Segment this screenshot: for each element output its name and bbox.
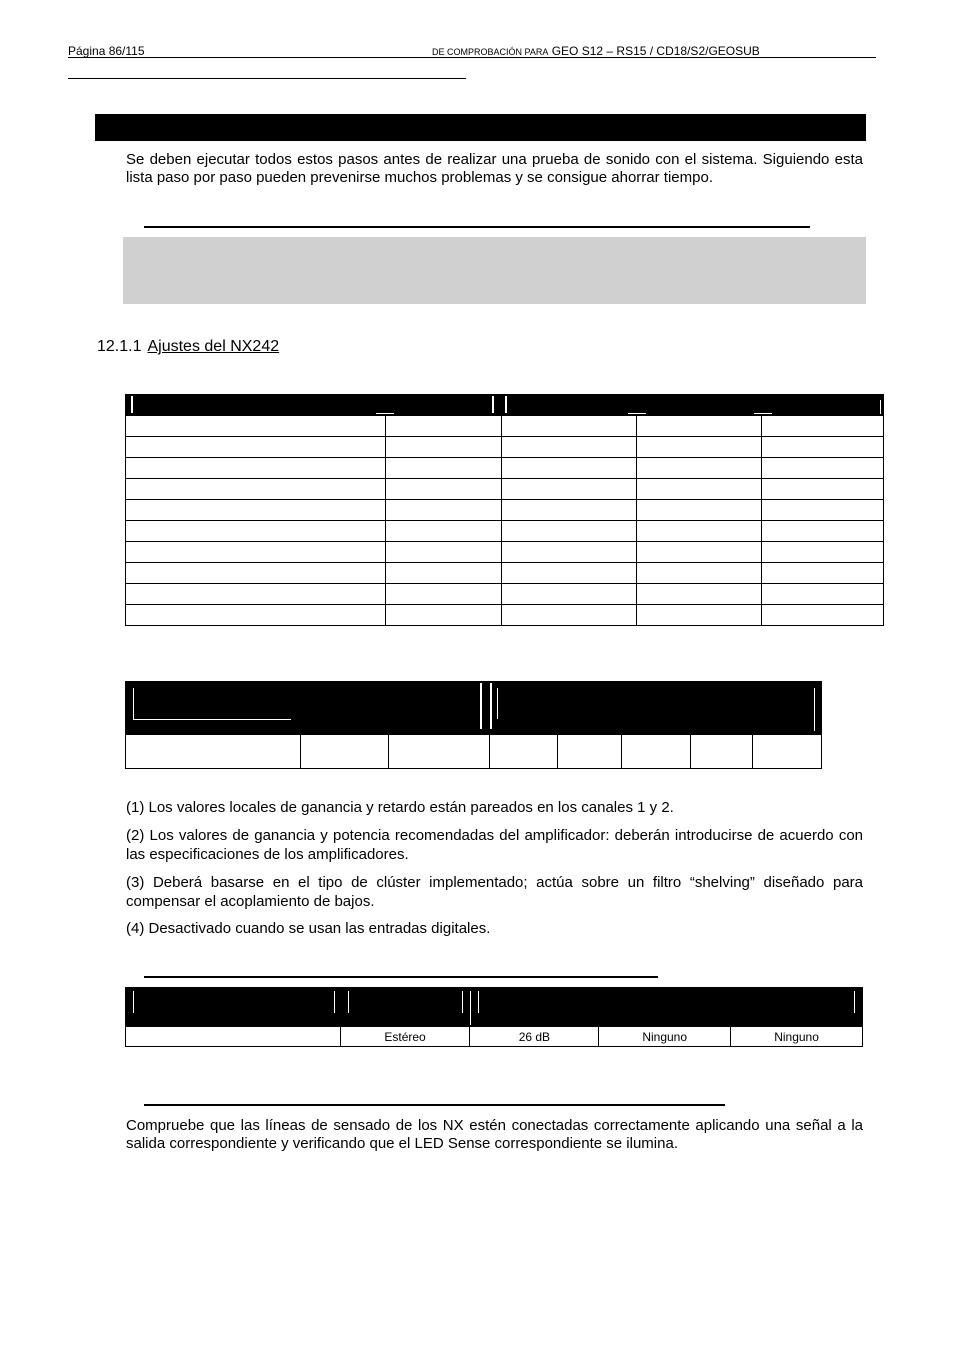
table1-cell	[762, 437, 884, 458]
table1-cell	[637, 605, 762, 626]
table1-cell	[501, 584, 637, 605]
table1-cell	[385, 584, 501, 605]
table3-header-mark	[133, 991, 134, 1013]
table1-header-mark	[505, 396, 507, 413]
document-title-prefix: DE COMPROBACIÓN PARA	[432, 47, 549, 57]
note-2: (2) Los valores de ganancia y potencia recomendadas del amplificador: deberán introducirse de acuerdo con las especificaciones de los amplificadores.	[126, 827, 863, 863]
table1-cell	[501, 500, 637, 521]
table1-cell	[126, 605, 386, 626]
table1-cell	[762, 458, 884, 479]
table3-cell	[126, 1027, 341, 1047]
table2-header	[125, 681, 822, 734]
page-number: Página 86/115	[68, 44, 145, 58]
section-title-bar	[95, 114, 866, 141]
table1-cell	[637, 542, 762, 563]
table1-cell	[126, 416, 386, 437]
table2-cell	[126, 735, 301, 769]
table1-cell	[501, 416, 637, 437]
table1-header-mark	[628, 413, 646, 414]
table2-header-mark	[133, 688, 134, 719]
table2-header-mark	[480, 683, 482, 729]
table1-cell	[385, 479, 501, 500]
table3-cell-value: Ninguno	[731, 1027, 863, 1047]
table1-cell	[126, 521, 386, 542]
table3-cell-gain: 26 dB	[470, 1027, 599, 1047]
table1-cell	[385, 458, 501, 479]
table1-cell	[126, 542, 386, 563]
table3-header-mark	[334, 991, 335, 1013]
table2-cell	[753, 735, 822, 769]
table1-cell	[385, 563, 501, 584]
table1-cell	[501, 458, 637, 479]
table1-cell	[637, 521, 762, 542]
document-title-main: GEO S12 – RS15 / CD18/S2/GEOSUB	[551, 44, 760, 58]
table1-header-mark	[376, 413, 394, 414]
table1-cell	[501, 563, 637, 584]
note-3: (3) Deberá basarse en el tipo de clúster implementado; actúa sobre un filtro “shelving” diseñado para compensar el acoplamiento de bajos.	[126, 874, 863, 910]
table1-cell	[762, 521, 884, 542]
table1-header-mark	[754, 413, 772, 414]
note-4: (4) Desactivado cuando se usan las entradas digitales.	[126, 920, 491, 937]
table1-cell	[126, 563, 386, 584]
table1-cell	[637, 563, 762, 584]
table1-cell	[637, 500, 762, 521]
gray-note-box	[123, 237, 866, 304]
table1-cell	[385, 500, 501, 521]
section-heading	[97, 338, 279, 356]
table1-cell	[385, 521, 501, 542]
table1-cell	[385, 416, 501, 437]
table3-cell-value: Ninguno	[599, 1027, 731, 1047]
table1-cell	[126, 500, 386, 521]
table1-row	[126, 416, 884, 437]
table2-cell	[558, 735, 622, 769]
table3	[125, 1026, 863, 1047]
header-rule	[68, 57, 876, 58]
table1-cell	[637, 416, 762, 437]
table2-row	[126, 735, 822, 769]
table1-row	[126, 458, 884, 479]
table1-cell	[501, 605, 637, 626]
table3-header-mark	[348, 991, 349, 1013]
table1-cell	[126, 458, 386, 479]
table1-cell	[126, 437, 386, 458]
table1-header-mark	[492, 396, 494, 413]
table1-cell	[126, 479, 386, 500]
table3-header-mark	[854, 991, 855, 1013]
table1-cell	[762, 542, 884, 563]
table1-cell	[501, 437, 637, 458]
table1-cell	[385, 605, 501, 626]
note-1: (1) Los valores locales de ganancia y retardo están pareados en los canales 1 y 2.	[126, 799, 674, 816]
table1-cell	[762, 416, 884, 437]
table1-cell	[637, 437, 762, 458]
table2-cell	[388, 735, 490, 769]
table1-cell	[762, 584, 884, 605]
nx242-settings-table	[125, 415, 884, 626]
table3-header-mark	[470, 991, 471, 1025]
table1-row	[126, 521, 884, 542]
table1-cell	[637, 479, 762, 500]
table3-header	[125, 987, 863, 1026]
table2-header-mark	[814, 688, 815, 731]
table1-header-mark	[131, 396, 133, 413]
intro-paragraph: Se deben ejecutar todos estos pasos antes de realizar una prueba de sonido con el sistema. Siguiendo esta lista paso por paso pueden prevenirse muchos problemas y se consigue ahorrar tiempo.	[126, 151, 863, 186]
table1-cell	[637, 458, 762, 479]
closing-paragraph: Compruebe que las líneas de sensado de los NX estén conectadas correctamente aplicando una señal a la salida correspondiente y verificando que el LED Sense correspondiente se ilumina.	[126, 1117, 863, 1152]
table1-cell	[762, 479, 884, 500]
table1-cell	[637, 584, 762, 605]
table2-header-mark	[133, 719, 291, 720]
table2-header-mark	[490, 683, 492, 729]
table1-row	[126, 500, 884, 521]
table1-row	[126, 584, 884, 605]
table1-cell	[501, 521, 637, 542]
table1-row	[126, 479, 884, 500]
table1-row	[126, 605, 884, 626]
header-subrule	[68, 78, 466, 79]
table1-row	[126, 437, 884, 458]
table3-header-mark	[478, 991, 479, 1013]
table2-cell	[622, 735, 691, 769]
table1-cell	[762, 563, 884, 584]
table1-cell	[501, 542, 637, 563]
section-number: 12.1.1	[97, 338, 142, 355]
table1-cell	[762, 500, 884, 521]
table2	[125, 734, 822, 769]
section-title: Ajustes del NX242	[147, 338, 280, 355]
table2-cell	[691, 735, 753, 769]
document-title	[432, 44, 760, 58]
table1-cell	[501, 479, 637, 500]
table3-header-mark	[462, 991, 463, 1013]
table1-row	[126, 542, 884, 563]
table1-header-mark	[880, 400, 881, 414]
table1-row	[126, 563, 884, 584]
subsection-rule-3	[144, 1104, 725, 1106]
subsection-rule-2	[144, 976, 658, 978]
table1-cell	[385, 542, 501, 563]
table1-cell	[126, 584, 386, 605]
table1-cell	[385, 437, 501, 458]
table2-header-mark	[497, 688, 498, 719]
table3-cell-mode: Estéreo	[340, 1027, 470, 1047]
table2-cell	[490, 735, 558, 769]
subsection-rule-1	[144, 226, 810, 228]
table1-cell	[762, 605, 884, 626]
table2-cell	[300, 735, 388, 769]
